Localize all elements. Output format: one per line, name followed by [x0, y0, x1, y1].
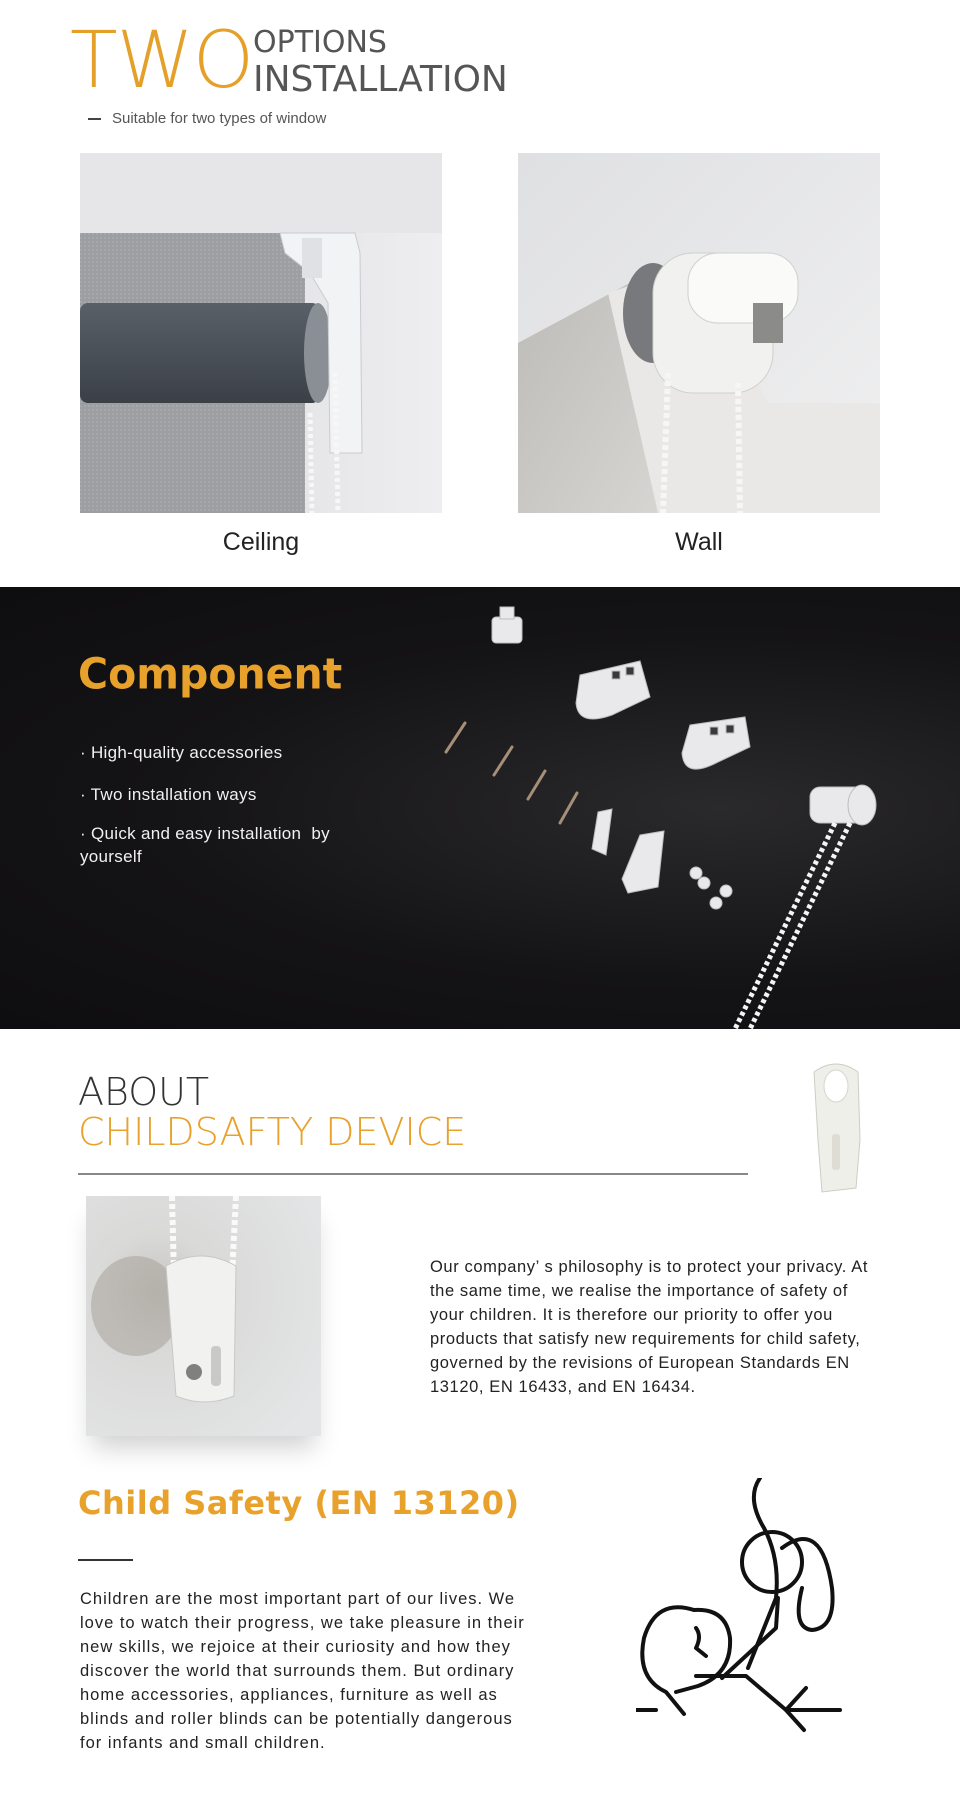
safety-clip-image [800, 1060, 872, 1195]
title-options: OPTIONS [253, 25, 387, 60]
wall-label: Wall [675, 528, 723, 556]
child-cord-hazard-illustration [636, 1478, 856, 1738]
wall-install-photo [518, 153, 880, 513]
title-two: TWO [70, 16, 254, 106]
title-installation: INSTALLATION [253, 59, 508, 100]
about-subheading: CHILDSAFTY DEVICE [78, 1110, 467, 1154]
subtitle-dash [88, 118, 101, 120]
ceiling-install-photo [80, 153, 442, 513]
ceiling-label: Ceiling [222, 528, 300, 556]
feature-item: · Two installation ways [80, 785, 257, 804]
about-divider [78, 1173, 748, 1175]
child-safety-text: Children are the most important part of our lives. We love to watch their progress, we take pleasure in their new skills, we rejoice at their curiosity and how they discover the world that surrounds them. But ordinary home accessories, appliances, furniture as well as blinds and roller blinds can be potentially dangerous for infants and small children. [80, 1590, 525, 1752]
subtitle: Suitable for two types of window [112, 110, 327, 127]
feature-item: · High-quality accessories [80, 743, 283, 762]
child-safety-title: Child Safety (EN 13120) [78, 1484, 520, 1522]
childsafe-device-photo [86, 1196, 321, 1436]
about-heading: ABOUT [78, 1070, 210, 1114]
child-safety-divider [78, 1559, 133, 1561]
component-title: Component [78, 648, 343, 700]
philosophy-text: Our company’ s philosophy is to protect your privacy. At the same time, we realise the importance of safety of your children. It is therefore our priority to offer you products that satisfy new requirements for child safety, governed by the revisions of European Standards EN 13120, EN 16433, and EN 16434. [430, 1258, 869, 1396]
feature-item: · Quick and easy installation by yourself [80, 824, 330, 866]
